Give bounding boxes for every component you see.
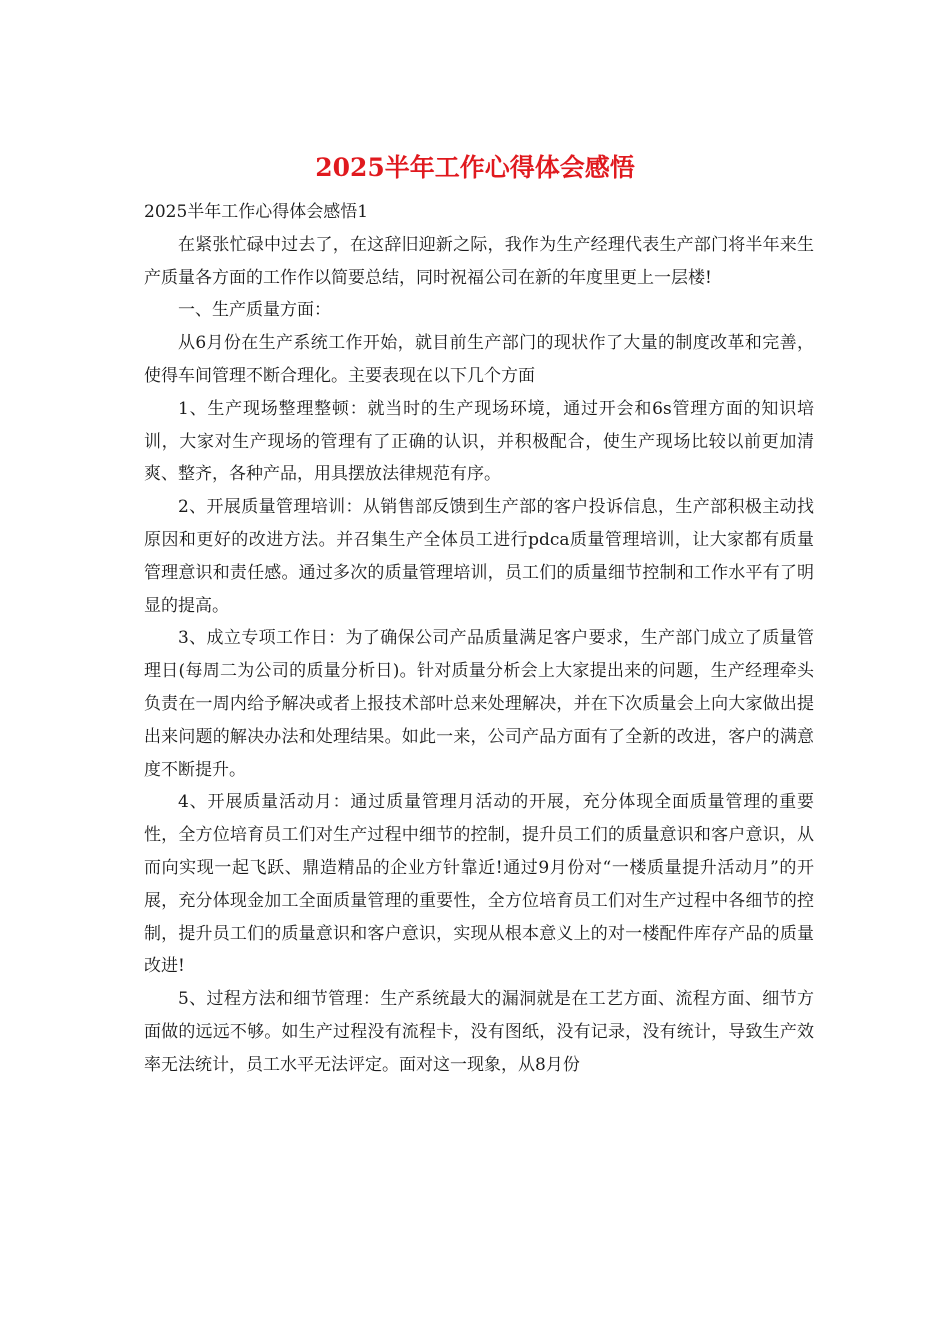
paragraph-item-3: 3、成立专项工作日：为了确保公司产品质量满足客户要求，生产部门成立了质量管理日(每周二为公司的质量分析日)。针对质量分析会上大家提出来的问题，生产经理牵头负责在一周内给予解决或者上报技术部叶总来处理解决，并在下次质量会上向大家做出提出来问题的解决办法和处理结果。如此一来，公司产品方面有了全新的改进，客户的满意度不断提升。 bbox=[144, 628, 814, 780]
paragraph-overview: 从6月份在生产系统工作开始，就目前生产部门的现状作了大量的制度改革和完善，使得车间管理不断合理化。主要表现在以下几个方面 bbox=[144, 333, 814, 386]
document-title: 2025半年工作心得体会感悟 bbox=[315, 153, 635, 182]
section-heading: 2025半年工作心得体会感悟1 bbox=[144, 202, 369, 222]
paragraph-section-one: 一、生产质量方面： bbox=[178, 300, 331, 321]
paragraph-item-1: 1、生产现场整理整顿：就当时的生产现场环境，通过开会和6s管理方面的知识培训，大家对生产现场的管理有了正确的认识，并积极配合，使生产现场比较以前更加清爽、整齐，各种产品，用具摆放法律规范有序。 bbox=[144, 398, 814, 485]
paragraph-intro: 在紧张忙碌中过去了，在这辞旧迎新之际，我作为生产经理代表生产部门将半年来生产质量各方面的工作作以简要总结，同时祝福公司在新的年度里更上一层楼! bbox=[144, 234, 814, 288]
paragraph-item-5: 5、过程方法和细节管理：生产系统最大的漏洞就是在工艺方面、流程方面、细节方面做的远远不够。如生产过程没有流程卡，没有图纸，没有记录，没有统计，导致生产效率无法统计，员工水平无法评定。面对这一现象，从8月份 bbox=[144, 989, 814, 1075]
document-body bbox=[144, 196, 814, 1082]
paragraph-item-4: 4、开展质量活动月：通过质量管理月活动的开展，充分体现全面质量管理的重要性，全方位培育员工们对生产过程中细节的控制，提升员工们的质量意识和客户意识，从而向实现一起飞跃、鼎造精品的企业方针靠近!通过9月份对“一楼质量提升活动月”的开展，充分体现金加工全面质量管理的重要性，全方位培育员工们对生产过程中各细节的控制，提升员工们的质量意识和客户意识，实现从根本意义上的对一楼配件库存产品的质量改进! bbox=[144, 792, 814, 977]
paragraph-item-2: 2、开展质量管理培训：从销售部反馈到生产部的客户投诉信息，生产部积极主动找原因和更好的改进方法。并召集生产全体员工进行pdca质量管理培训，让大家都有质量管理意识和责任感。通过多次的质量管理培训，员工们的质量细节控制和工作水平有了明显的提高。 bbox=[144, 497, 814, 616]
